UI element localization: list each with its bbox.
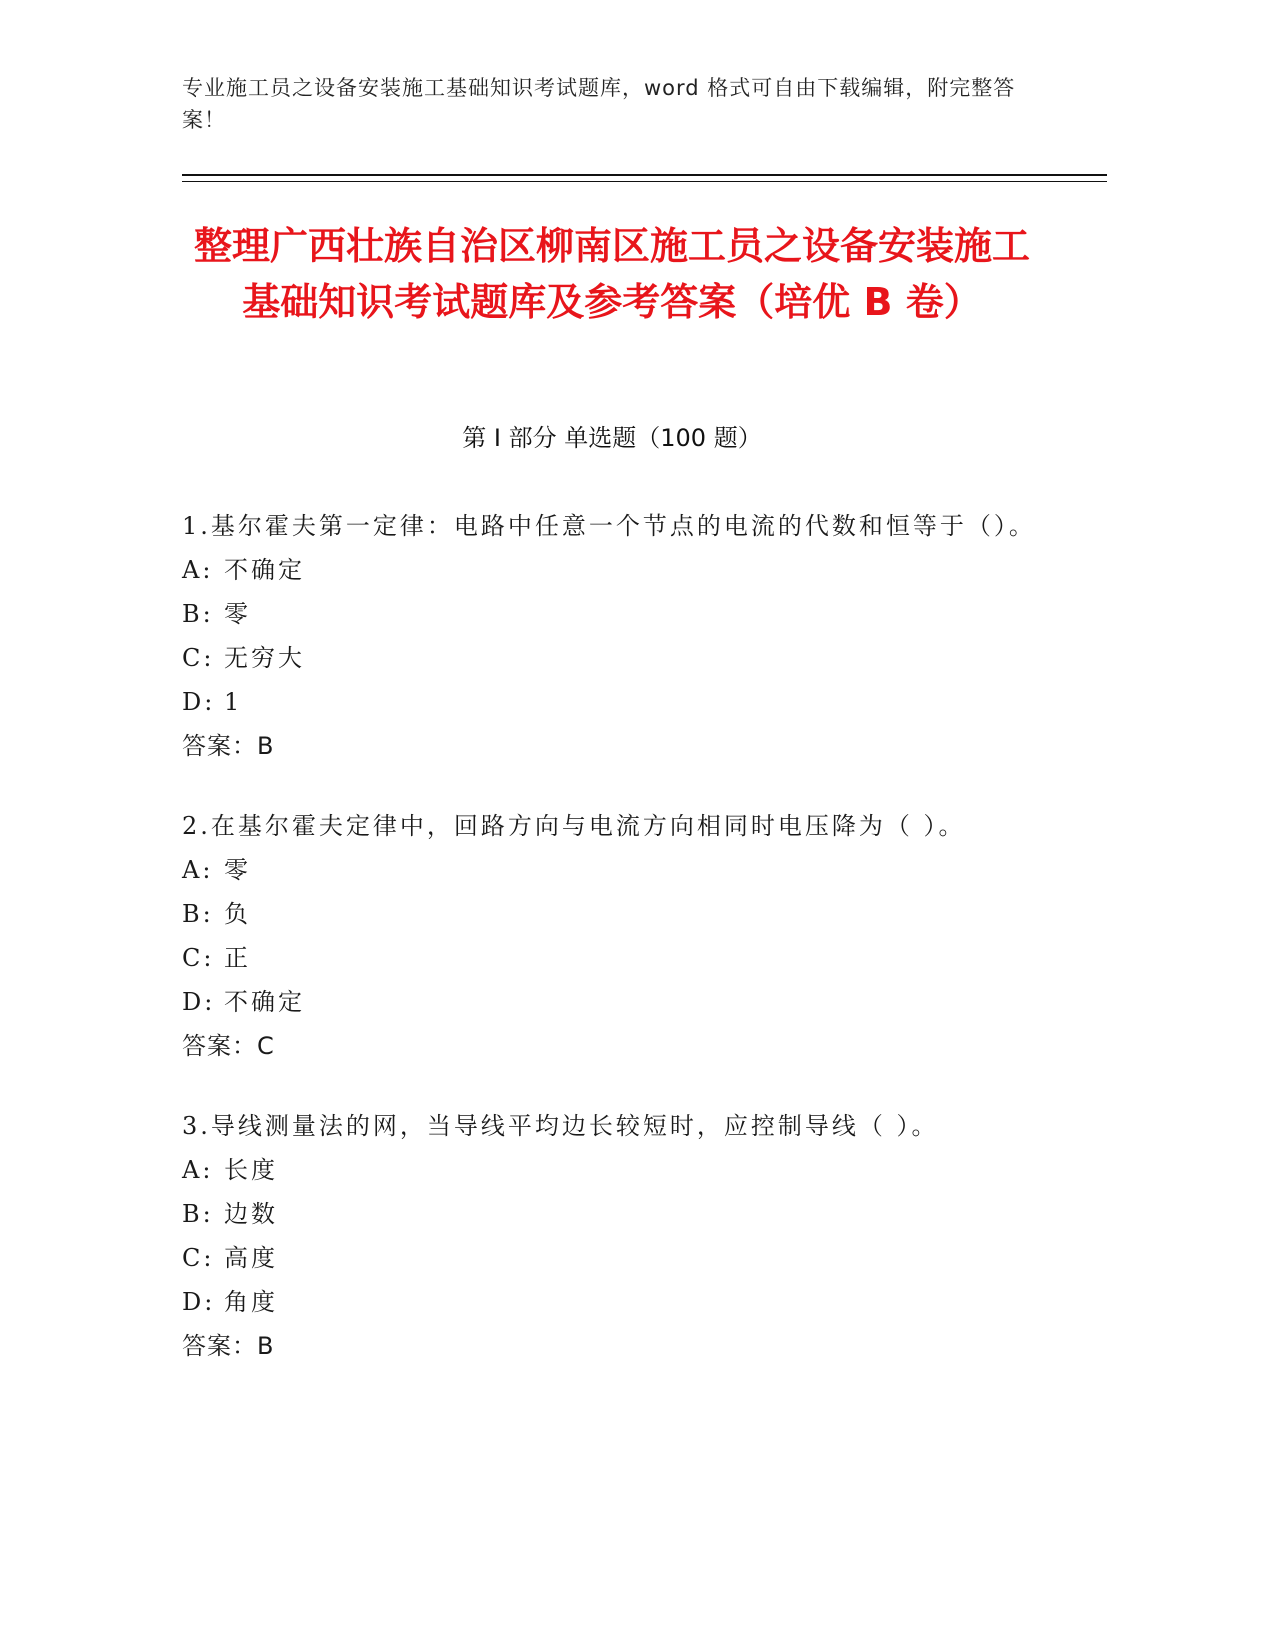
option-b [182,892,1042,936]
option-a [182,848,1042,892]
option-letter: A: [182,856,214,884]
option-letter: D: [182,1288,216,1316]
option-letter: C: [182,944,215,972]
option-a [182,548,1042,592]
option-text: 不确定 [224,988,305,1016]
header-rule-thin [182,181,1107,182]
option-text: 零 [224,600,251,628]
option-letter: C: [182,644,215,672]
question-1 [182,505,1042,768]
header-rule-thick [182,174,1107,176]
option-text: 1 [224,688,243,716]
option-c [182,636,1042,680]
question-stem: 3.导线测量法的网，当导线平均边长较短时，应控制导线（ ）。 [182,1112,939,1140]
header-note: 专业施工员之设备安装施工基础知识考试题库，word 格式可自由下载编辑，附完整答案！ [182,76,1016,132]
answer: 答案：B [182,1332,275,1360]
option-text: 角度 [224,1288,278,1316]
option-b [182,1192,1042,1236]
option-letter: B: [182,900,214,928]
option-c [182,936,1042,980]
option-b [182,592,1042,636]
answer: 答案：B [182,732,275,760]
question-stem: 2.在基尔霍夫定律中，回路方向与电流方向相同时电压降为（ ）。 [182,812,966,840]
option-d [182,1280,1042,1324]
option-letter: A: [182,1156,214,1184]
option-letter: B: [182,600,214,628]
option-text: 不确定 [224,556,305,584]
option-text: 长度 [224,1156,278,1184]
question-list [182,505,1042,1405]
option-text: 无穷大 [224,644,305,672]
option-letter: C: [182,1244,215,1272]
option-text: 边数 [224,1200,278,1228]
option-d [182,980,1042,1024]
option-c [182,1236,1042,1280]
question-2 [182,805,1042,1068]
option-d [182,680,1042,724]
option-letter: B: [182,1200,214,1228]
option-a [182,1148,1042,1192]
option-letter: D: [182,988,216,1016]
option-text: 负 [224,900,251,928]
question-3 [182,1105,1042,1368]
option-text: 零 [224,856,251,884]
answer: 答案：C [182,1032,275,1060]
option-letter: A: [182,556,214,584]
document-title: 整理广西壮族自治区柳南区施工员之设备安装施工基础知识考试题库及参考答案（培优 B 卷） [193,224,1030,324]
option-letter: D: [182,688,216,716]
option-text: 高度 [224,1244,278,1272]
option-text: 正 [224,944,251,972]
question-stem: 1.基尔霍夫第一定律：电路中任意一个节点的电流的代数和恒等于（）。 [182,512,1036,540]
section-heading: 第 I 部分 单选题（100 题） [462,424,762,452]
